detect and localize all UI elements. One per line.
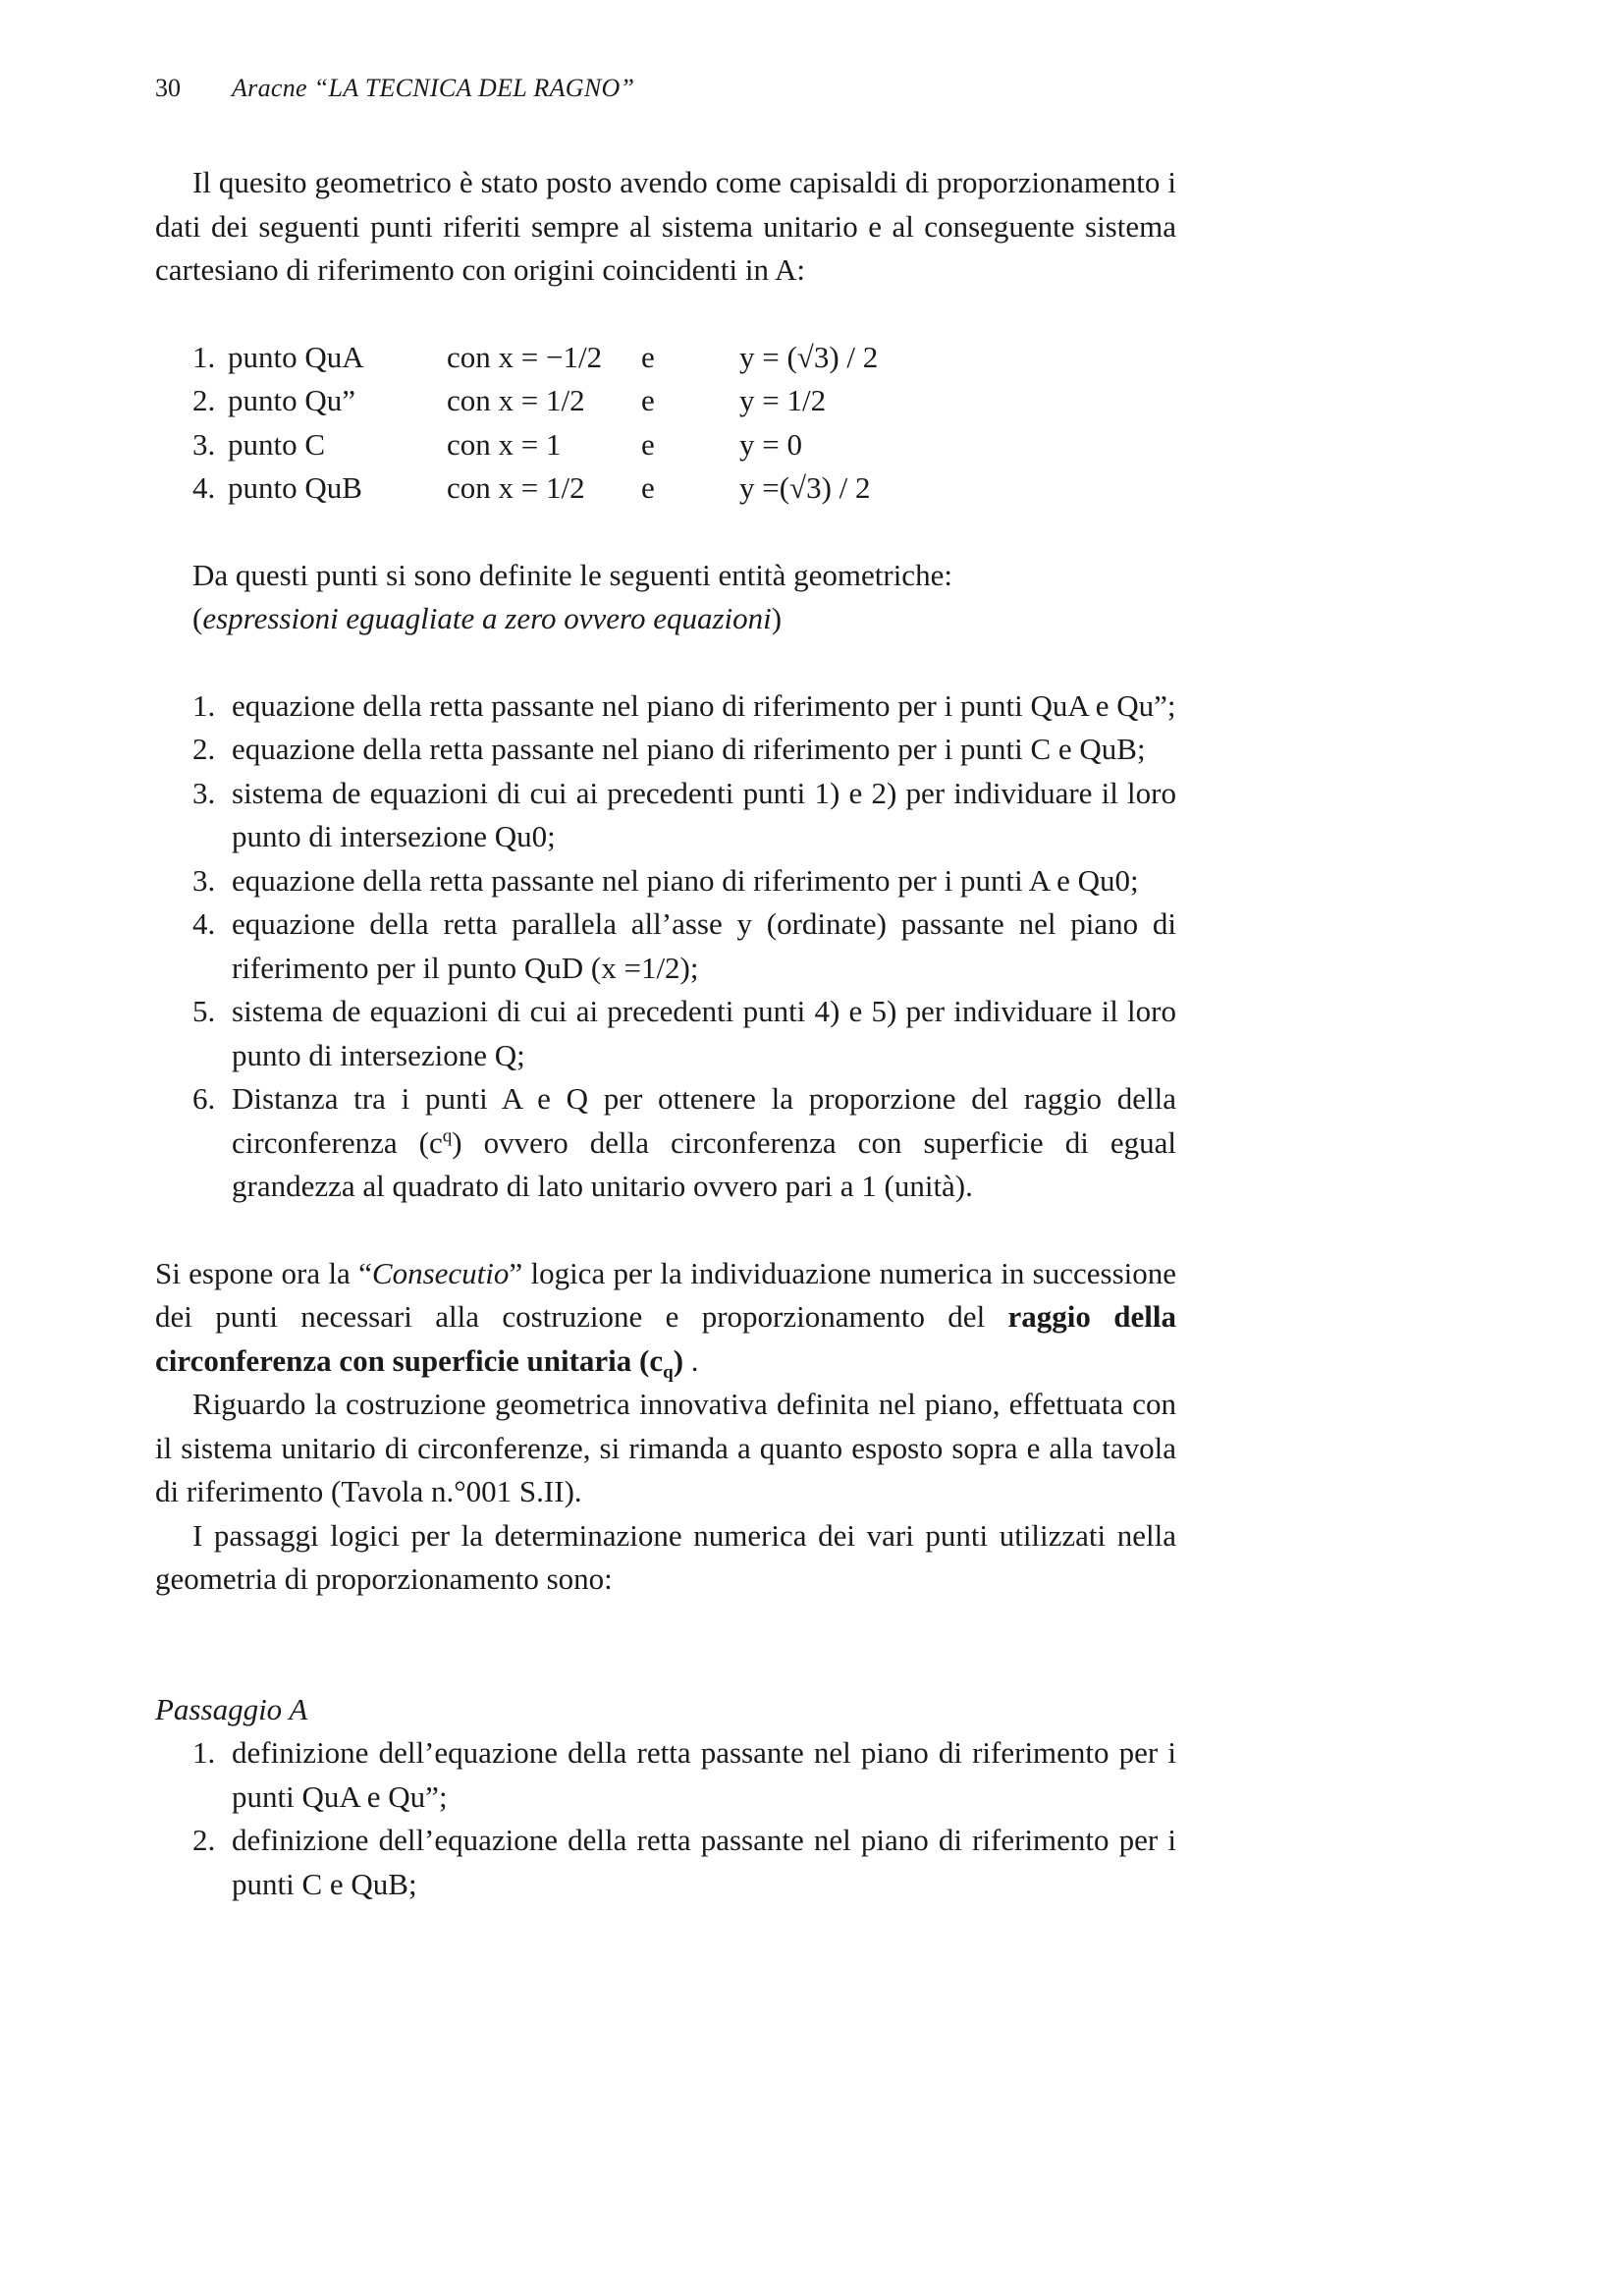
point-x: con x = 1/2 [447,383,585,417]
list-item [155,728,1176,772]
list-item [155,859,1176,903]
point-name: punto QuA [228,339,364,374]
consecutio-bold: raggio della circonferenza con superficie unitaria (c [155,1299,1176,1378]
list-item [155,684,1176,729]
point-number: 2. [192,383,216,417]
point-x: con x = 1/2 [447,470,585,505]
consecutio-end: . [683,1342,699,1378]
point-x: con x = −1/2 [447,339,603,374]
item-text: sistema de equazioni di cui ai precedenti punti 1) e 2) per individuare il loro punto di intersezione Qu0; [232,775,1176,853]
item-number: 1. [192,687,216,723]
list-item [155,772,1176,859]
point-y: y = (√3) / 2 [739,339,879,374]
point-x: con x = 1 [447,426,562,462]
entities-note [192,597,1176,641]
item-number: 5. [192,994,216,1028]
item-text: equazione della retta passante nel piano di riferimento per i punti C e QuB; [232,732,1146,766]
item-text-b: ) ovvero della circonferenza con superficie di egual grandezza al quadrato di lato unitario ovvero pari a 1 (unità). [232,1124,1176,1203]
entities-note-text: espressioni eguagliate a zero ovvero equazioni [202,601,772,635]
paragraph-passaggi: I passaggi logici per la determinazione numerica dei vari punti utilizzati nella geometria di proporzionamento sono: [155,1517,1176,1596]
point-row [192,336,878,380]
paragraph-riguardo: Riguardo la costruzione geometrica innovativa definita nel piano, effettuata con il sistema unitario di circonferenze, si rimanda a quanto esposto sopra e alla tavola di riferimento (Tavola n.°001 S.II). [155,1387,1176,1508]
point-name: punto QuB [228,470,362,505]
item-number: 4. [192,906,216,941]
point-number: 4. [192,470,216,505]
point-y: y =(√3) / 2 [739,470,871,505]
points-table [192,336,878,511]
entities-intro [192,554,1176,641]
consecutio-text-a: Si espone ora la “ [155,1255,372,1290]
point-row [192,379,878,423]
point-number: 3. [192,426,216,462]
list-item [155,1077,1176,1209]
list-item [155,902,1176,990]
point-row [192,466,878,511]
item-text: equazione della retta passante nel piano di riferimento per i punti QuA e Qu”; [232,687,1176,723]
list-item [155,1731,1176,1819]
point-conjunction: e [641,426,655,462]
document-page [155,69,1176,1906]
running-title: Aracne “LA TECNICA DEL RAGNO” [232,74,635,102]
point-conjunction: e [641,470,655,505]
intro-paragraph: Il quesito geometrico è stato posto avendo come capisaldi di proporzionamento i dati dei seguenti punti riferiti sempre al sistema unitario e al conseguente sistema cartesiano di riferimento con origini coincidenti in A: [155,165,1176,287]
point-name: punto Qu” [228,383,356,417]
note-open-paren: ( [192,601,203,635]
running-header [155,69,1176,108]
item-number: 6. [192,1081,216,1116]
item-text: equazione della retta parallela all’asse y (ordinate) passante nel piano di riferimento per il punto QuD (x =1/2); [232,906,1176,985]
steps-list [155,684,1176,1209]
item-number: 2. [192,1823,216,1857]
list-item [155,990,1176,1077]
note-close-paren: ) [771,601,783,635]
consecutio-bold-close: ) [673,1342,684,1378]
item-text: definizione dell’equazione della retta passante nel piano di riferimento per i punti QuA e Qu”; [232,1735,1176,1814]
passaggio-list [155,1731,1176,1906]
item-text: sistema de equazioni di cui ai precedenti punti 4) e 5) per individuare il loro punto di intersezione Q; [232,994,1176,1072]
item-text: definizione dell’equazione della retta passante nel piano di riferimento per i punti C e QuB; [232,1823,1176,1901]
consecutio-paragraph [155,1252,1176,1384]
item-number: 3. [192,775,216,810]
point-number: 1. [192,339,216,374]
item-number: 2. [192,732,216,766]
consecutio-text-b: ” logica per la individuazione numerica in successione dei punti necessari alla costruzione e proporzionamento del [155,1255,1177,1334]
item-number: 3. [192,862,216,898]
point-name: punto C [228,426,326,462]
point-y: y = 0 [739,426,802,462]
item-number: 1. [192,1735,216,1770]
item-text: equazione della retta passante nel piano di riferimento per i punti A e Qu0; [232,862,1139,898]
point-row [192,423,878,467]
entities-intro-text: Da questi punti si sono definite le seguenti entità geometriche: [192,557,952,592]
point-conjunction: e [641,339,655,374]
item-text-a: Distanza tra i punti A e Q per ottenere la proporzione del raggio della circonferenza (c [232,1081,1176,1160]
page-number: 30 [155,74,181,102]
point-conjunction: e [641,383,655,417]
passaggio-heading: Passaggio A [155,1691,308,1726]
list-item [155,1819,1176,1906]
point-y: y = 1/2 [739,383,827,417]
superscript-q: q [442,1125,453,1147]
subscript-q: q [663,1361,674,1383]
consecutio-italic: Consecutio [371,1255,510,1290]
